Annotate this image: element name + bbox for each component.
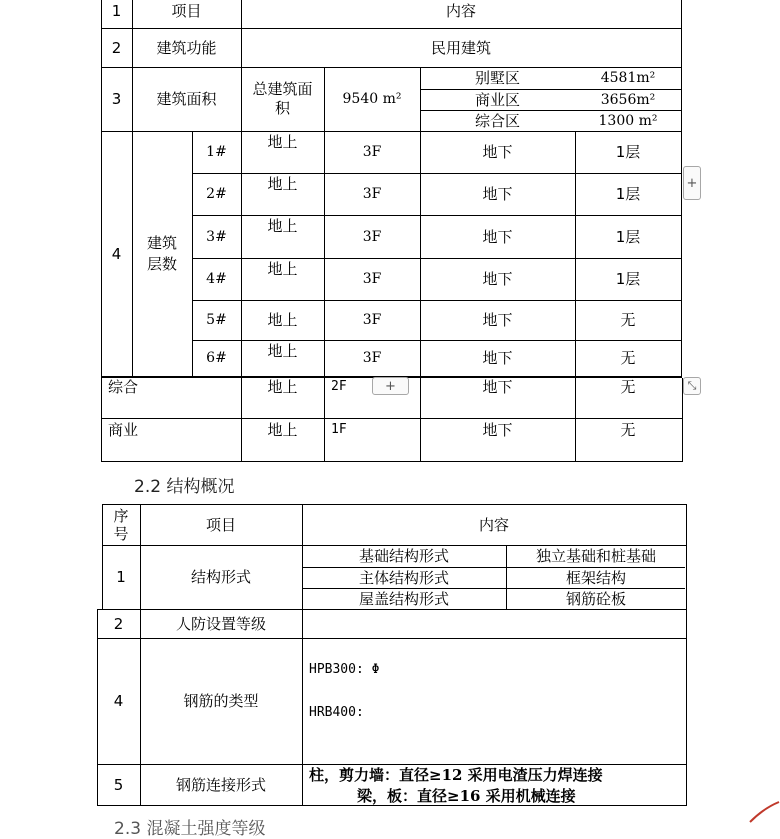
building-id: 4# bbox=[206, 271, 227, 287]
connection-column-wall: 柱，剪力墙：直径≥12 采用电渣压力焊连接 bbox=[309, 765, 603, 784]
structure-type: 基础结构形式 bbox=[358, 547, 449, 565]
next-section-heading: 2.3 混凝土强度等级 bbox=[114, 819, 266, 839]
below-ground-label: 地下 bbox=[482, 349, 513, 367]
extra-row-name: 商业 bbox=[108, 421, 139, 439]
total-area-value: 9540 m² bbox=[342, 91, 402, 107]
below-ground-label: 地下 bbox=[482, 185, 513, 203]
building-id: 2# bbox=[206, 186, 227, 202]
t2-header-item: 项目 bbox=[205, 515, 236, 534]
t1-row2-no: 2 bbox=[111, 38, 122, 57]
structure-type: 主体结构形式 bbox=[358, 568, 449, 587]
below-ground-label: 地下 bbox=[482, 227, 513, 246]
t2-row2-item: 人防设置等级 bbox=[175, 614, 266, 633]
zone-name: 商业区 bbox=[474, 90, 520, 109]
above-ground-floors: 3F bbox=[362, 350, 382, 366]
below-ground-label: 地下 bbox=[482, 143, 513, 161]
above-ground-floors: 3F bbox=[362, 144, 382, 160]
above-ground-label: 地上 bbox=[267, 342, 298, 360]
rebar-type-hrb400: HRB400: bbox=[309, 705, 364, 720]
t2-header-no: 序 号 bbox=[113, 506, 129, 543]
above-ground-label: 地上 bbox=[267, 311, 298, 329]
rebar-type-hpb300: HPB300: Φ bbox=[309, 662, 380, 677]
t1-row2-content: 民用建筑 bbox=[430, 38, 491, 57]
t2-row2-no: 2 bbox=[113, 614, 124, 633]
above-ground-floors: 3F bbox=[362, 312, 382, 328]
building-id: 3# bbox=[206, 228, 227, 245]
above-ground-label: 地上 bbox=[267, 133, 298, 151]
above-ground-floors: 3F bbox=[362, 228, 382, 245]
below-ground-label: 地下 bbox=[482, 270, 513, 288]
above-ground-label: 地上 bbox=[267, 175, 298, 193]
add-column-plus-icon[interactable]: + bbox=[683, 166, 701, 200]
below-ground-floors: 无 bbox=[620, 378, 636, 396]
total-area-label: 总建筑面 积 bbox=[252, 80, 313, 117]
below-ground-label: 地下 bbox=[482, 378, 513, 396]
above-ground-label: 地上 bbox=[267, 421, 298, 439]
corner-decoration-icon bbox=[748, 800, 780, 825]
zone-area: 4581m² bbox=[600, 70, 656, 86]
above-ground-label: 地上 bbox=[267, 217, 298, 235]
above-ground-label: 地上 bbox=[267, 260, 298, 278]
table-resize-handle-icon[interactable]: ⤡ bbox=[683, 377, 701, 395]
above-ground-floors: 1F bbox=[331, 422, 347, 437]
below-ground-floors: 无 bbox=[620, 349, 636, 367]
below-ground-label: 地下 bbox=[482, 311, 513, 329]
building-id: 5# bbox=[206, 312, 227, 328]
t2-row1-no: 1 bbox=[116, 568, 126, 586]
extra-row-name: 综合 bbox=[108, 378, 139, 396]
structure-value: 钢筋砼板 bbox=[565, 589, 626, 608]
below-ground-floors: 无 bbox=[620, 421, 636, 439]
structure-type: 屋盖结构形式 bbox=[358, 589, 449, 608]
below-ground-floors: 1层 bbox=[615, 270, 641, 288]
t2-header-content: 内容 bbox=[478, 515, 509, 534]
t1-header-content: 内容 bbox=[445, 2, 476, 20]
building-id: 6# bbox=[206, 350, 227, 366]
above-ground-label: 地上 bbox=[267, 378, 298, 396]
structure-value: 独立基础和桩基础 bbox=[535, 547, 656, 565]
section-heading: 2.2 结构概况 bbox=[134, 477, 235, 497]
below-ground-label: 地下 bbox=[482, 421, 513, 439]
zone-area: 1300 m² bbox=[598, 112, 658, 129]
building-id: 1# bbox=[206, 144, 227, 160]
zone-area: 3656m² bbox=[600, 91, 656, 108]
t1-row3-no: 3 bbox=[111, 90, 122, 108]
t2-row2-content bbox=[302, 609, 686, 638]
t1-row3-item: 建筑面积 bbox=[156, 90, 217, 108]
t1-row2-item: 建筑功能 bbox=[156, 38, 217, 57]
t2-row4-item: 钢筋的类型 bbox=[183, 692, 259, 710]
below-ground-floors: 无 bbox=[620, 311, 636, 329]
structure-value: 框架结构 bbox=[565, 568, 626, 587]
above-ground-floors: 3F bbox=[362, 271, 382, 287]
below-ground-floors: 1层 bbox=[615, 227, 641, 246]
t1-row4-no: 4 bbox=[111, 245, 122, 263]
t2-row4-no: 4 bbox=[113, 692, 124, 710]
above-ground-floors: 2F bbox=[331, 379, 347, 394]
zone-name: 综合区 bbox=[474, 111, 520, 130]
below-ground-floors: 1层 bbox=[615, 143, 641, 161]
t1-header-no: 1 bbox=[111, 2, 122, 20]
below-ground-floors: 1层 bbox=[615, 185, 641, 203]
add-row-plus-icon[interactable]: + bbox=[372, 377, 409, 395]
zone-name: 别墅区 bbox=[474, 69, 520, 87]
t2-row1-item: 结构形式 bbox=[190, 568, 251, 586]
t1-row4-item: 建筑 层数 bbox=[146, 234, 177, 273]
t1-header-item: 项目 bbox=[171, 2, 202, 20]
t2-row5-no: 5 bbox=[113, 775, 124, 794]
above-ground-floors: 3F bbox=[362, 186, 382, 202]
t2-row5-item: 钢筋连接形式 bbox=[175, 775, 266, 794]
connection-beam-slab: 梁，板：直径≥16 采用机械连接 bbox=[357, 786, 576, 805]
